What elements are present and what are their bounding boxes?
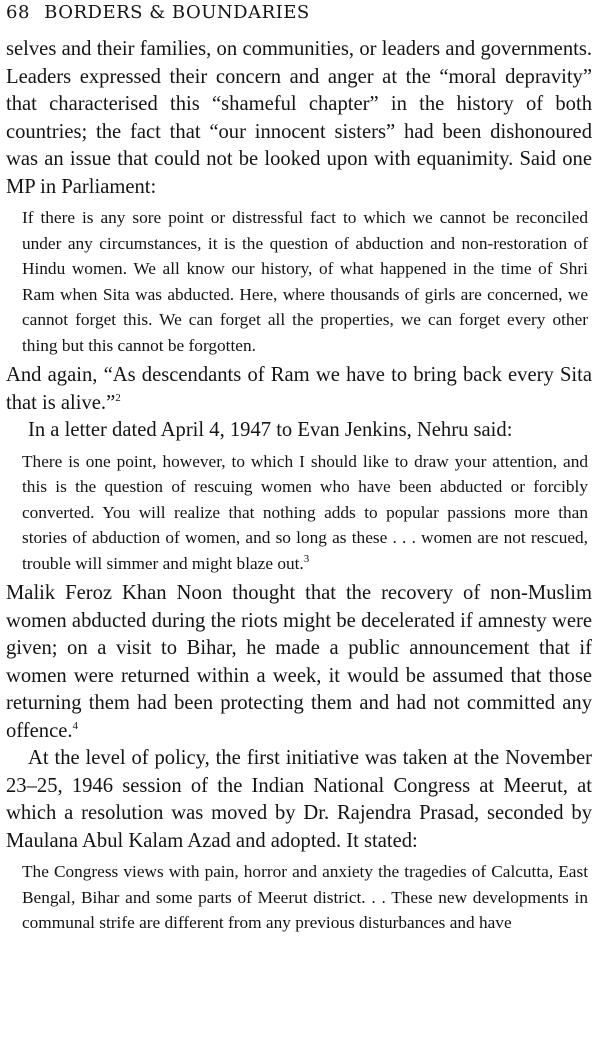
page-number: 68 — [6, 2, 30, 23]
block-quote-nehru-letter: There is one point, however, to which I should like to draw your attention, and this is the question of rescuing women who have been abducted or forcibly converted. You will realize that nothing adds to popular passions more than stories of abduction of women, and so long as these . . . women are not rescued, trouble will simmer and might blaze out.$^3$ — [22, 451, 588, 573]
running-header — [6, 2, 596, 28]
footnote-ref: 4 — [72, 719, 79, 732]
running-title: BORDERS & BOUNDARIES — [44, 2, 310, 23]
paragraph-nehru-letter-intro: In a letter dated April 4, 1947 to Evan Jenkins, Nehru said: — [28, 419, 513, 441]
paragraph-abduction-concern: selves and their families, on communities, or leaders and governments. Leaders expressed their concern and anger at the “moral depravity” that characterised this “shameful chapter” in the history of both countries; the fact that “our innocent sisters” had been dishonoured was an issue that could not be looked upon with equanimity. Said one MP in Parliament: — [6, 38, 592, 198]
paragraph-descendants-of-ram: And again, “As descendants of Ram we have to bring back every Sita that is alive.”$^2$ — [6, 364, 592, 414]
block-quote-congress-resolution: The Congress views with pain, horror and anxiety the tragedies of Calcutta, East Bengal, Bihar and some parts of Meerut district. . . These new developments in communal strife are different from any previous disturbances and have — [22, 862, 588, 932]
page-content — [6, 36, 592, 940]
footnote-ref: 2 — [115, 391, 121, 404]
paragraph-feroz-khan-noon: Malik Feroz Khan Noon thought that the recovery of non-Muslim women abducted during the riots might be decelerated if amnesty were given; on a visit to Bihar, he made a public announcement that if women were returned within a week, it would be assumed that those returning them had been protecting them and had not committed any offence.$^4$ — [6, 582, 592, 742]
paragraph-congress-resolution: At the level of policy, the first initiative was taken at the November 23–25, 1946 session of the Indian National Congress at Meerut, at which a resolution was moved by Dr. Rajendra Prasad, seconded by Maulana Abul Kalam Azad and adopted. It stated: — [6, 747, 592, 852]
footnote-ref: 3 — [303, 552, 310, 565]
block-quote-mp-parliament: If there is any sore point or distressful fact to which we cannot be reconciled under any circumstances, it is the question of abduction and non-restoration of Hindu women. We all know our history, of what happened in the time of Shri Ram when Sita was abducted. Here, where thousands of girls are concerned, we cannot forget this. We can forget all the properties, we can forget every other thing but this cannot be forgotten. — [22, 208, 588, 355]
